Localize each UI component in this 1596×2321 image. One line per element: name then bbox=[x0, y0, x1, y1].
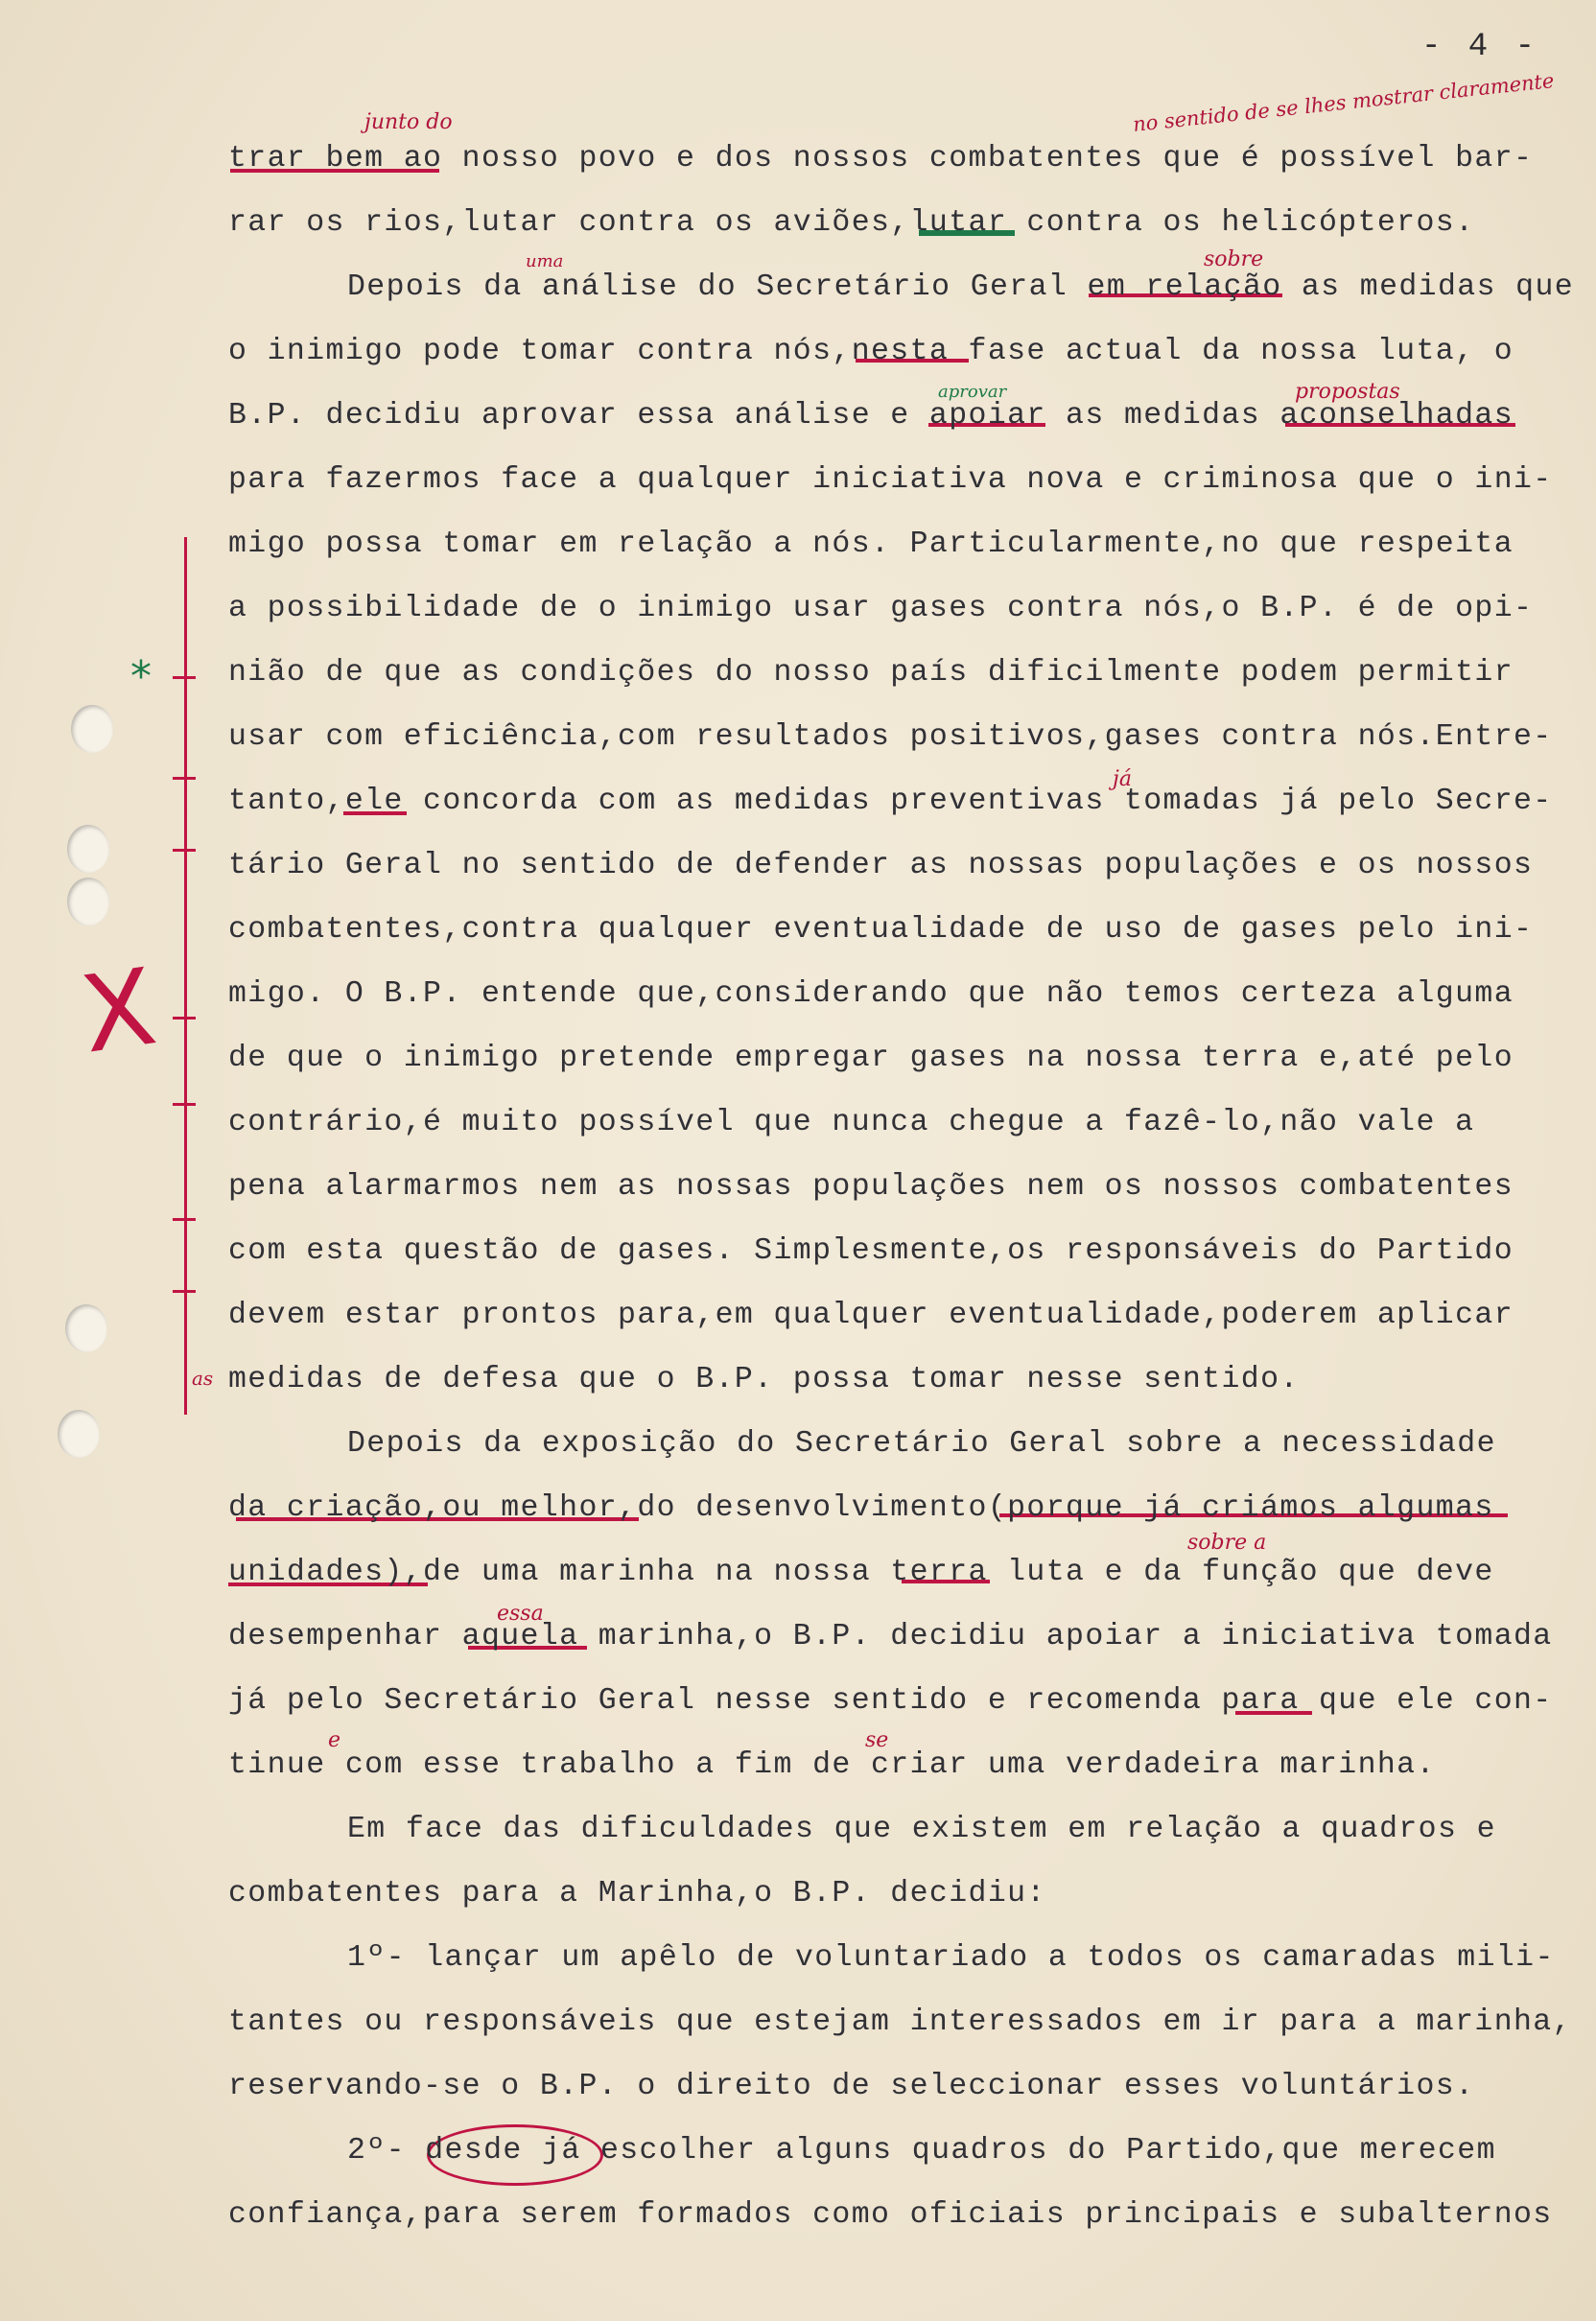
page-number: - 4 - bbox=[1420, 29, 1538, 65]
margin-tick bbox=[173, 1290, 196, 1293]
text-line: 2º- desde já escolher alguns quadros do Partido,que merecem bbox=[347, 2134, 1496, 2168]
text-line: combatentes,contra qualquer eventualidade de uso de gases pelo ini- bbox=[228, 913, 1534, 947]
text-line: contrário,é muito possível que nunca chegue a fazê-lo,não vale a bbox=[228, 1106, 1475, 1139]
text-line: de que o inimigo pretende empregar gases na nossa terra e,até pelo bbox=[228, 1042, 1514, 1075]
text-line: rar os rios,lutar contra os aviões,lutar contra os helicópteros. bbox=[228, 206, 1475, 240]
text-line: para fazermos face a qualquer iniciativa nova e criminosa que o ini- bbox=[228, 463, 1553, 497]
text-line: confiança,para serem formados como oficiais principais e subalternos bbox=[228, 2198, 1553, 2232]
text-line: usar com eficiência,com resultados positivos,gases contra nós.Entre- bbox=[228, 720, 1553, 754]
annotation-e: e bbox=[328, 1728, 341, 1752]
text-line: Depois da exposição do Secretário Geral sobre a necessidade bbox=[347, 1427, 1496, 1461]
text-line: pena alarmarmos nem as nossas populações nem os nossos combatentes bbox=[228, 1170, 1514, 1204]
annotation-se: se bbox=[865, 1728, 889, 1752]
text-line: devem estar prontos para,em qualquer eventualidade,poderem aplicar bbox=[228, 1299, 1514, 1332]
text-line: o inimigo pode tomar contra nós,nesta fase actual da nossa luta, o bbox=[228, 335, 1514, 368]
text-line: com esta questão de gases. Simplesmente,os responsáveis do Partido bbox=[228, 1234, 1514, 1268]
annotation-as: as bbox=[192, 1367, 214, 1390]
margin-bracket bbox=[184, 537, 195, 1415]
annotation-uma: uma bbox=[526, 251, 564, 271]
margin-tick bbox=[173, 676, 196, 679]
annotation-ja: já bbox=[1113, 767, 1132, 791]
text-line: trar bem ao nosso povo e dos nossos combatentes que é possível bar- bbox=[228, 142, 1534, 176]
annotation-propostas: propostas bbox=[1295, 380, 1400, 404]
margin-tick bbox=[173, 1218, 196, 1221]
margin-tick bbox=[173, 1017, 196, 1020]
annotation-aprovar: aprovar bbox=[938, 382, 1007, 402]
text-line: migo. O B.P. entende que,considerando que não temos certeza alguma bbox=[228, 977, 1514, 1011]
binder-hole bbox=[65, 1304, 107, 1352]
text-line: já pelo Secretário Geral nesse sentido e recomenda para que ele con- bbox=[228, 1684, 1553, 1718]
margin-tick bbox=[173, 849, 196, 852]
margin-tick bbox=[173, 777, 196, 780]
text-line: nião de que as condições do nosso país dificilmente podem permitir bbox=[228, 656, 1514, 690]
binder-hole bbox=[58, 1410, 100, 1458]
annotation-sobre-a: sobre a bbox=[1187, 1531, 1267, 1555]
text-line: tário Geral no sentido de defender as nossas populações e os nossos bbox=[228, 849, 1534, 882]
binder-hole bbox=[67, 878, 109, 926]
text-line: 1º- lançar um apêlo de voluntariado a todos os camaradas mili- bbox=[347, 1941, 1555, 1975]
binder-hole bbox=[67, 825, 109, 873]
margin-x-mark: X bbox=[74, 945, 163, 1077]
annotation-no-sentido: no sentido de se lhes mostrar claramente bbox=[1131, 68, 1556, 137]
margin-tick bbox=[173, 1103, 196, 1106]
text-line: desempenhar aquela marinha,o B.P. decidiu apoiar a iniciativa tomada bbox=[228, 1620, 1553, 1653]
text-line: Em face das dificuldades que existem em relação a quadros e bbox=[347, 1813, 1496, 1846]
text-line: reservando-se o B.P. o direito de seleccionar esses voluntários. bbox=[228, 2070, 1475, 2103]
text-line: da criação,ou melhor,do desenvolvimento(porque já criámos algumas bbox=[228, 1491, 1494, 1525]
text-line: medidas de defesa que o B.P. possa tomar nesse sentido. bbox=[228, 1363, 1300, 1396]
text-line: tantes ou responsáveis que estejam interessados em ir para a marinha, bbox=[228, 2005, 1572, 2039]
annotation-sobre: sobre bbox=[1204, 247, 1264, 271]
text-line: migo possa tomar em relação a nós. Particularmente,no que respeita bbox=[228, 528, 1514, 561]
annotation-junto-do: junto do bbox=[364, 110, 453, 134]
text-line: tinue com esse trabalho a fim de criar uma verdadeira marinha. bbox=[228, 1748, 1436, 1782]
text-line: combatentes para a Marinha,o B.P. decidiu: bbox=[228, 1877, 1046, 1911]
text-line: tanto,ele concorda com as medidas preventivas tomadas já pelo Secre- bbox=[228, 785, 1553, 818]
text-line: B.P. decidiu aprovar essa análise e apoiar as medidas aconselhadas bbox=[228, 399, 1514, 433]
binder-hole bbox=[71, 705, 113, 753]
text-line: unidades),de uma marinha na nossa terra luta e da função que deve bbox=[228, 1556, 1494, 1589]
text-line: Depois da análise do Secretário Geral em relação as medidas que bbox=[347, 270, 1575, 304]
asterisk-mark: * bbox=[130, 652, 152, 701]
annotation-essa: essa bbox=[497, 1602, 544, 1626]
text-line: a possibilidade de o inimigo usar gases contra nós,o B.P. é de opi- bbox=[228, 592, 1534, 625]
